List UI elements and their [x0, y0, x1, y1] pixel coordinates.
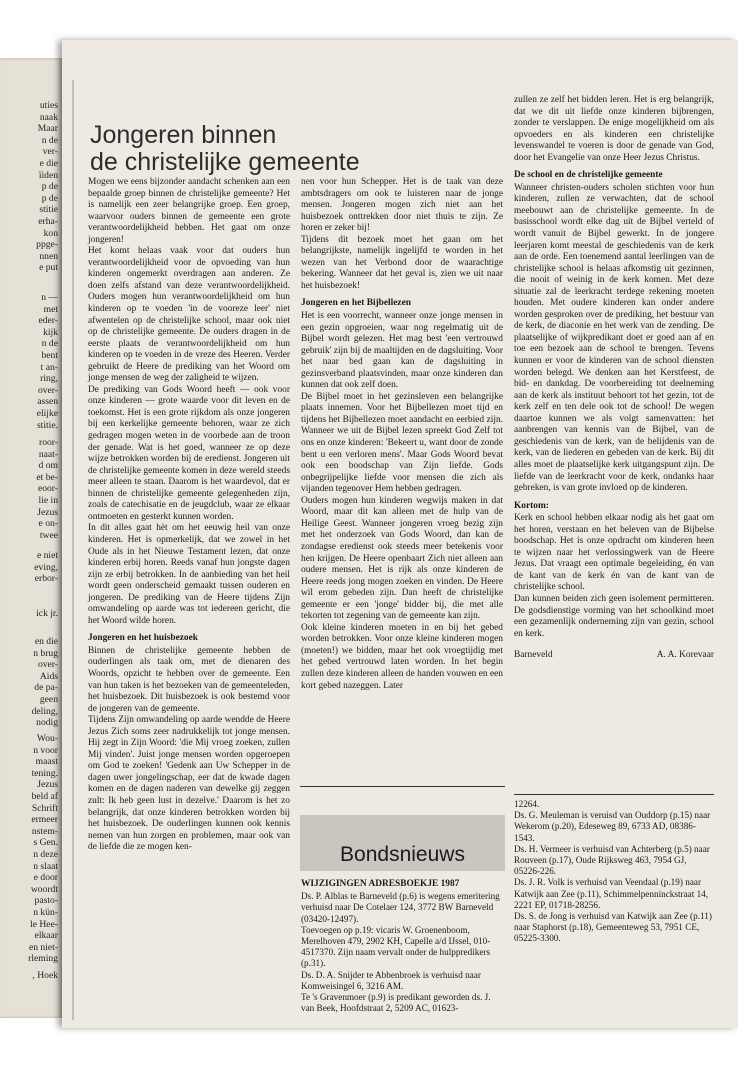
fragment-line: n de — [41, 338, 58, 350]
section-divider — [300, 786, 505, 787]
fragment-line: stitie. — [36, 419, 58, 431]
fragment-line: kon — [43, 227, 58, 239]
left-fragment-block — [0, 292, 58, 431]
paragraph-group — [88, 646, 290, 854]
left-fragment-block — [0, 437, 58, 541]
paragraph: Ds. S. de Jong is verhuisd van Katwijk aan Zee (p.11) naar Staphorst (p.18), Gemeenteweg 53, 7951 CE, 05225-3300. — [514, 911, 712, 944]
section-divider — [514, 794, 714, 795]
paragraph-group — [301, 311, 503, 692]
signature — [514, 650, 714, 662]
paragraph: Ds. H. Vermeer is verhuisd van Achterberg (p.5) naar Rouveen (p.17), Oude Rijksweg 463, 7954 GJ, 05226-226. — [514, 843, 710, 877]
left-fragment-block — [0, 636, 58, 729]
fragment-line: p de — [41, 181, 58, 193]
fragment-line: n kün- — [33, 906, 58, 918]
fragment-line: ring, — [40, 373, 58, 385]
fragment-line: Jezus — [37, 506, 58, 518]
fragment-line: kijk — [43, 326, 58, 338]
paragraph-group — [514, 513, 714, 640]
left-fragment-block — [0, 550, 58, 585]
fragment-line: p de — [41, 192, 58, 204]
paragraph: zullen ze zelf het bidden leren. Het is erg belangrijk, dat we dit uit liefde onze kinderen bijbrengen, zonder te verslappen. De enige mogelijkheid om als opvoeders en als kinderen een christelijke levenswandel te voeren is door de genade van God, door het Evangelie van onze Heer Jezus Christus. — [514, 95, 714, 163]
fragment-line: ïiden — [38, 169, 58, 181]
fragment-line: e door — [33, 872, 58, 884]
fragment-line: lie in — [38, 494, 58, 506]
fragment-line: eder- — [38, 315, 58, 327]
fragment-line: erbor- — [34, 573, 58, 585]
paragraph: Het is een voorrecht, wanneer onze jonge mensen in een gezin opgroeien, waar nog regelmatig uit de Bijbel wordt gelezen. Het mag best 'een vertrouwd gebruik' zijn bij de maaltijden en de dagsluiting. Voor het naar bed gaan kan de dagsluiting in gezinsverband plaatsvinden, maar onze kinderen dan kunnen dat ook zelf doen. — [301, 311, 503, 391]
paragraph: Ds. P. Alblas te Barneveld (p.6) is wegens emeritering verhuisd naar De Cotelaer 124, 3772 BW Barneveld (03420-12497). — [301, 891, 500, 924]
fragment-line: twee — [39, 529, 58, 541]
paragraph: Mogen we eens bijzonder aandacht schenken aan een bepaalde groep binnen de christelijke gemeente? Het is namelijk een zeer belangrijke groep. Een groep, waarvoor ouders binnen de gemeente een grote verantwoordelijkheid hebben. Het gaat om onze jongeren! — [88, 177, 290, 245]
bondsnieuws-title: Bondsnieuws — [340, 843, 465, 866]
fragment-line: met — [43, 303, 58, 315]
paragraph: Ouders mogen hun kinderen wegwijs maken in dat Woord, maar dit kan alleen met de hulp van de Heilige Geest. Wanneer jongeren vroeg bezig zijn met het onderzoek van Gods Woord, dan kan de zondagse eredienst ook steeds meer betekenis voor hen krijgen. De Heere openbaart Zich niet alleen aan oudere mensen. Het is rijk als onze kinderen de Heere reeds jong mogen zoeken en vinden. De Heere wil erom gebeden zijn. Dan heeft de christelijke gemeente er een 'jonge' bidder bij, die met alle tekorten tot zegening van de gemeente kan zijn. — [301, 495, 503, 622]
paragraph: Binnen de christelijke gemeente hebben de ouderlingen als taak om, met de dienaren des Woords, opzicht te hebben over de gemeente. Een van hun taken is het bezoeken van de gemeenteleden, het huisbezoek. Dit huisbezoek is ook bestemd voor de jongeren van de gemeente. — [88, 645, 290, 714]
fragment-line: n deze — [33, 848, 58, 860]
left-fragment-block — [0, 608, 58, 620]
paragraph: Toevoegen op p.19: vicaris W. Groenenboom, Merelhoven 479, 2902 KH, Capelle a/d IJssel, 010-4517370. Zijn naam vervalt onder de hulppredikers (p.31). — [301, 924, 491, 969]
fragment-line: Wou- — [36, 733, 58, 744]
fragment-line: t an- — [40, 361, 58, 373]
fragment-line: pasto- — [34, 895, 58, 907]
signature-author: A. A. Korevaar — [656, 650, 714, 661]
fragment-line: Jezus — [37, 779, 58, 791]
section-heading: De school en de christelijke gemeente — [514, 170, 663, 181]
article-title — [90, 122, 360, 176]
paragraph: Het komt helaas vaak voor dat ouders hun verantwoordelijkheid voor de opvoeding van hun kinderen ongemerkt overdragen aan anderen. Ze doen zelfs afstand van deze verantwoordelijkheid. Ouders mogen hun verantwoordelijkheid om hun kinderen op te voeden 'in de vooreze leer' niet afwentelen op de christelijke school, maar ook niet op de christelijke gemeente. De ouders dragen in de eerste plaats de verantwoordelijkheid om hun kinderen op te voeden in de vreze des Heeren. Verder gebruikt de Heere de prediking van het Woord om jonge mensen de weg der zaligheid te wijzen. — [88, 246, 290, 384]
paragraph: De Bijbel moet in het gezinsleven een belangrijke plaats innemen. Voor het Bijbellezen moet tijd en tijdens het Bijbellezen moet aandacht en eerbied zijn. Wanneer we uit de Bijbel lezen spreekt God Zelf tot ons en onze kinderen: 'Bekeert u, want door de zonde bent u een verloren mens'. Maar Gods Woord bevat ook een boodschap van Zijn liefde. Gods onbegrijpelijke liefde voor mensen die zich als vijanden tegenover Hem hebben gedragen. — [301, 391, 503, 495]
fragment-line: e niet — [36, 550, 58, 561]
fragment-line: elijke — [36, 407, 58, 419]
fragment-line: n brug — [33, 647, 58, 659]
paragraph: nen voor hun Schepper. Het is de taak van deze ambtsdragers om ook te luisteren naar de jonge mensen. Jongeren mogen zich niet aan het huisbezoek onttrekken door niet thuis te zijn. Ze horen er zeker bij! — [301, 177, 503, 234]
fragment-line: s Gen. — [33, 837, 58, 849]
paragraph-group — [514, 95, 714, 164]
left-fragment-block — [0, 733, 58, 965]
fragment-line: assen — [37, 396, 58, 408]
fragment-line: roor- — [39, 437, 58, 448]
paragraph: Ook kleine kinderen moeten in en bij het gebed worden betrokken. Voor onze kleine kinderen mogen (moeten!) we bidden, maar het ook vroegtijdig met het gebed vertrouwd laten worden. In het begin zullen deze kinderen alleen de handen vouwen en een kort gebed nazeggen. Later — [301, 622, 503, 691]
news-items — [301, 891, 504, 1014]
paragraph: Tijdens dit bezoek moet het gaan om het belangrijkste, namelijk ingelijfd te worden in het wezen van het Verbond door de waarachtige bekering. Wanneer dat het geval is, zien we uit naar het huisbezoek! — [301, 234, 503, 291]
paragraph: 12264. — [514, 799, 540, 809]
article-column-3 — [514, 95, 714, 662]
section-heading: Kortom: — [514, 500, 549, 511]
fragment-line: Maar — [37, 123, 58, 135]
fragment-line: n voor — [33, 744, 58, 756]
fragment-line: Aids — [39, 670, 58, 682]
fragment-line: n — — [41, 292, 58, 303]
fragment-line: uties — [39, 100, 58, 111]
fragment-line: d om — [38, 460, 58, 472]
fragment-line: ppge- — [36, 239, 58, 251]
fragment-line: e on- — [38, 518, 58, 530]
fragment-line: e die — [39, 157, 58, 169]
paragraph: Kerk en school hebben elkaar nodig als het gaat om het horen, verstaan en het beleven van de Bijbelse boodschap. Het is onze opdracht om kinderen heen te wijzen naar het verlossingwerk van de Heere Jezus. Dat vraagt een optimale begeleiding, én van de kant van de kerk én van de kant van de christelijke school. — [514, 513, 714, 593]
paragraph: De prediking van Gods Woord heeft — ook voor onze kinderen — grote waarde voor dit leven en de toekomst. Het is een grote rijkdom als onze jongeren bij een kerkelijke gemeente behoren, waar ze zich gedragen mogen weten in de voorbede aan de troon der genade. Wat is het goed, wanneer ze op deze wijze betrokken worden bij de eredienst. Jongeren uit de christelijke gemeente komen in deze wereld steeds meer alleen te staan. Daarom is het waardevol, dat er binnen de christelijke gemeente gelegenheden zijn, zoals de catechisatie en de jeugdclub, waar ze elkaar ontmoeten en gesterkt kunnen worden. — [88, 384, 290, 522]
left-fragment-block — [0, 100, 58, 274]
fragment-line: bent — [41, 349, 58, 361]
fragment-line: naat- — [38, 448, 58, 460]
paragraph: Ds. J. R. Volk is verhuisd van Veendaal (p.19) naar Katwijk aan Zee (p.11), Schimmelpenninckstraat 14, 2221 EP, 01718-28256. — [514, 877, 709, 910]
fragment-line: erha- — [38, 215, 58, 227]
section-heading: Jongeren en het huisbezoek — [88, 633, 198, 644]
news-heading: WIJZIGINGEN ADRESBOEKJE 1987 — [301, 879, 460, 889]
fragment-line: n de — [41, 134, 58, 146]
fragment-line: ick jr. — [36, 608, 58, 619]
fragment-line: nnen — [39, 250, 58, 262]
fragment-line: naak — [39, 111, 58, 123]
article-title-line: Jongeren binnen — [90, 121, 277, 149]
fragment-line: eoor- — [37, 483, 58, 495]
fragment-line: nstem- — [31, 825, 58, 837]
signature-place: Barneveld — [514, 650, 553, 661]
fragment-line: ermeer — [31, 814, 58, 826]
fragment-line: rleming — [28, 953, 58, 965]
bondsnieuws-body — [301, 879, 504, 1014]
fragment-line: , Hoek — [32, 970, 58, 981]
article-column-2 — [301, 177, 503, 692]
fragment-line: stitie — [39, 204, 58, 216]
fragment-line: tening. — [31, 767, 58, 779]
paragraph-group — [514, 183, 714, 495]
left-fragment-block — [0, 970, 58, 982]
fragment-line: over- — [37, 384, 58, 396]
paragraph-group — [301, 177, 503, 292]
fragment-line: en niet- — [28, 941, 58, 953]
paragraph: Tijdens Zijn omwandeling op aarde wendde de Heere Jezus Zich soms zeer nadrukkelijk tot jonge mensen. Hij zegt in Zijn Woord: 'die Mij vroeg zoeken, zullen Mij vinden'. Juist jonge mensen worden opgeroepen om God te zoeken! 'Gedenk aan Uw Schepper in de dagen uwer jongelingschap, eer dat de kwade dagen komen en de dagen naderen van dewelke gij zeggen zult: Ik heb geen lust in dezelve.' Daarom is het zo belangrijk, dat onze kinderen betrokken worden bij het huisbezoek. De ouderlingen kunnen ook kennis nemen van hun zorgen en problemen, maar ook van de liefde die ze mogen ken- — [88, 715, 290, 853]
fragment-line: woordt — [30, 883, 58, 895]
fragment-line: beld af — [31, 790, 58, 802]
article-title-line: de christelijke gemeente — [90, 148, 360, 176]
page-gutter — [72, 80, 74, 1020]
fragment-line: eving, — [34, 561, 58, 573]
paragraph: Te 's Gravenmoer (p.9) is predikant geworden ds. J. van Beek, Hoofdstraat 2, 5209 AC, 01623- — [301, 992, 491, 1014]
fragment-line: over- — [37, 659, 58, 671]
fragment-line: deling, — [31, 705, 58, 717]
fragment-line: geen — [39, 693, 58, 705]
news-items — [514, 799, 714, 945]
fragment-line: elkaar — [34, 930, 58, 942]
fragment-line: e put — [39, 262, 58, 274]
fragment-line: n slaat — [33, 860, 58, 872]
bondsnieuws-continued — [514, 788, 714, 945]
section-heading: Jongeren en het Bijbellezen — [301, 298, 411, 309]
paragraph: In dit alles gaat hèt om het eeuwig heil van onze kinderen. Het is opmerkelijk, dat we zowel in het Oude als in het Nieuwe Testament lezen, dat onze kinderen erbij horen. Reeds vanaf hun jongste dagen zijn ze erbij betrokken. In de aanbieding van het heil wordt geen onderscheid gemaakt tussen ouderen en jongeren. De prediking van de Heere tijdens Zijn omwandeling op aarde was tot iedereen gericht, die het Woord wilde horen. — [88, 523, 290, 626]
fragment-line: et be- — [36, 471, 58, 483]
fragment-line: en die — [34, 636, 58, 647]
fragment-line: Schrift — [31, 802, 58, 814]
article-column-1 — [88, 177, 290, 854]
paragraph: Ds. G. Meuleman is veruisd van Ouddorp (p.15) naar Wekerom (p.20), Edeseweg 89, 6733 AD, 08386-1543. — [514, 810, 711, 843]
fragment-line: nodig — [36, 717, 58, 729]
paragraph: Ds. D. A. Snijder te Abbenbroek is verhuisd naar Komweisingel 6, 3216 AM. — [301, 969, 481, 991]
fragment-line: le Hee- — [30, 918, 58, 930]
fragment-line: maast — [35, 756, 58, 768]
paragraph: Wanneer christen-ouders scholen stichten voor hun kinderen, zullen ze verwachten, dat de school meebouwt aan de christelijke gemeente. In de basisschool wordt elke dag uit de Bijbel verteld of wordt vanuit de Bijbel gewerkt. In de jongere leerjaren komt meestal de geschiedenis van de kerk aan de orde. Een toenemend aantal leerlingen van de christelijke school is helaas afkomstig uit gezinnen, die nooit of weinig in de kerk komen. Met deze situatie zal de leerkracht terdege rekening moeten houden. Met oudere kinderen kan onder andere worden gesproken over de prediking, het bestuur van de kerk, de diaconie en het werk van de zending. De plaatselijke of wijkpredikant doet er goed aan af en toe een bezoek aan de school te brengen. Tevens kunnen er voor de kinderen van de school diensten worden belegd. We denken aan het Kerstfeest, de bid- en dankdag. De voorbereiding tot deelneming aan de kerk als instituut behoort tot het gezin, tot de kerk zelf en ten dele ook tot de school! De wegen daartoe kunnen we als volgt samenvatten: het aanbrengen van kennis van de Bijbel, van de geschiedenis van de kerk, van de belijdenis van de kerk, van de liederen en gebeden van de kerk. Bij dit alles moet de plaatselijke kerk uitgangspunt zijn. De liefde van de leerkracht voor de kerk, ondanks haar gebreken, is van grote invloed op de kinderen. — [514, 182, 714, 494]
paragraph-group — [88, 177, 290, 627]
paragraph: Dan kunnen beiden zich geen isolement permitteren. De godsdienstige vorming van het schoolkind moet een gezamenlijk onderneming zijn van gezin, school en kerk. — [514, 593, 714, 639]
fragment-line: ver- — [42, 146, 58, 158]
fragment-line: de pa- — [34, 682, 58, 694]
